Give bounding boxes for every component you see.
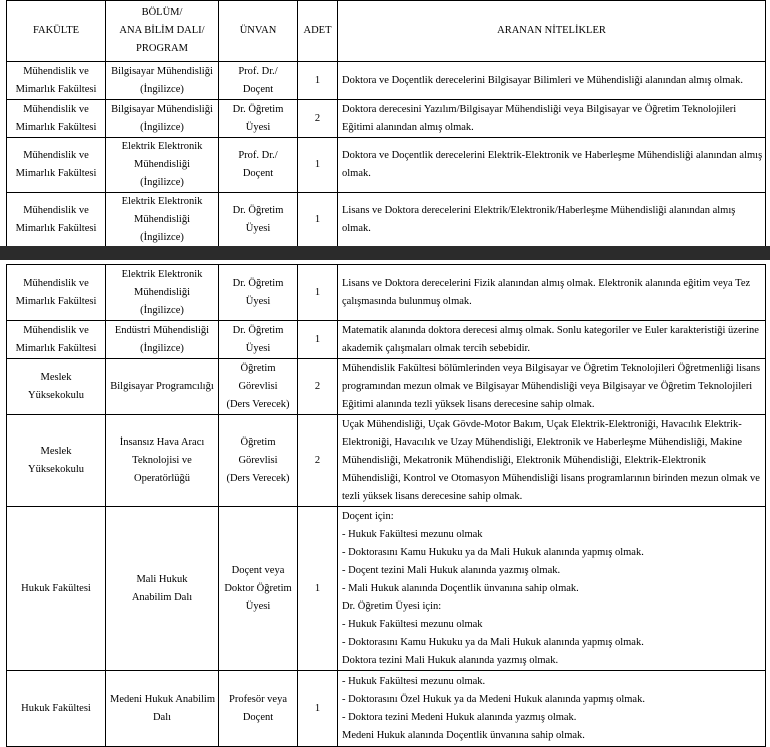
cell-nitelikler: Lisans ve Doktora derecelerini Elektrik/Elektronik/Haberleşme Mühendisliği alanından almış olmak. bbox=[338, 193, 766, 248]
cell-nitelikler: Matematik alanında doktora derecesi almış olmak. Sonlu kategoriler ve Euler karakteristiği üzerine akademik çalışmaları olmak tercih sebebidir. bbox=[338, 321, 766, 359]
cell-adet: 1 bbox=[298, 138, 338, 193]
header-nitelikler: ARANAN NİTELİKLER bbox=[338, 1, 766, 62]
header-fakulte: FAKÜLTE bbox=[7, 1, 106, 62]
cell-unvan: Öğretim Görevlisi (Ders Verecek) bbox=[219, 359, 298, 415]
table-row bbox=[7, 138, 766, 193]
cell-nitelikler: Uçak Mühendisliği, Uçak Gövde-Motor Bakım, Uçak Elektrik-Elektroniği, Havacılık Elektrik- Elektroniği, Havacılık ve Uzay Mühendisliği, Elektronik ve Haberleşme Mühendisliği, Makine Mühendisliği, Mekatronik Mühendisliği, Elektronik Mühendisliği, Elektrik-Elektronik Mühendisliği, Kontrol ve Otomasyon Mühendisliği lisans programlarının birinden mezun olmak ve tezli yüksek lisans derecesine sahip olmak. bbox=[338, 415, 766, 507]
cell-fakulte: Mühendislik ve Mimarlık Fakültesi bbox=[7, 265, 106, 321]
header-adet: ADET bbox=[298, 1, 338, 62]
cell-fakulte: Mühendislik ve Mimarlık Fakültesi bbox=[7, 100, 106, 138]
cell-fakulte: Mühendislik ve Mimarlık Fakültesi bbox=[7, 193, 106, 248]
cell-bolum: İnsansız Hava Aracı Teknolojisi ve Operatörlüğü bbox=[106, 415, 219, 507]
cell-fakulte: Hukuk Fakültesi bbox=[7, 671, 106, 747]
cell-adet: 1 bbox=[298, 671, 338, 747]
cell-fakulte: Hukuk Fakültesi bbox=[7, 507, 106, 671]
cell-bolum: Elektrik Elektronik Mühendisliği (İngilizce) bbox=[106, 193, 219, 248]
cell-bolum: Bilgisayar Programcılığı bbox=[106, 359, 219, 415]
table-row bbox=[7, 193, 766, 248]
cell-bolum: Elektrik Elektronik Mühendisliği (İngilizce) bbox=[106, 265, 219, 321]
header-unvan: ÜNVAN bbox=[219, 1, 298, 62]
cell-nitelikler: - Hukuk Fakültesi mezunu olmak. - Doktorasını Özel Hukuk ya da Medeni Hukuk alanında yapmış olmak. - Doktora tezini Medeni Hukuk alanında yazmış olmak. Medeni Hukuk alanında Doçentlik ünvanına sahip olmak. bbox=[338, 671, 766, 747]
table-row bbox=[7, 507, 766, 671]
cell-fakulte: Meslek Yüksekokulu bbox=[7, 415, 106, 507]
cell-fakulte: Mühendislik ve Mimarlık Fakültesi bbox=[7, 321, 106, 359]
cell-unvan: Dr. Öğretim Üyesi bbox=[219, 265, 298, 321]
table-row bbox=[7, 671, 766, 747]
cell-bolum: Bilgisayar Mühendisliği (İngilizce) bbox=[106, 62, 219, 100]
cell-adet: 2 bbox=[298, 415, 338, 507]
table-row bbox=[7, 62, 766, 100]
header-bolum: BÖLÜM/ ANA BİLİM DALI/ PROGRAM bbox=[106, 1, 219, 62]
cell-nitelikler: Doktora ve Doçentlik derecelerini Bilgisayar Bilimleri ve Mühendisliği alanından almış olmak. bbox=[338, 62, 766, 100]
cell-nitelikler: Lisans ve Doktora derecelerini Fizik alanından almış olmak. Elektronik alanında eğitim veya Tez çalışmasında bulunmuş olmak. bbox=[338, 265, 766, 321]
cell-unvan: Profesör veya Doçent bbox=[219, 671, 298, 747]
table-row bbox=[7, 265, 766, 321]
cell-adet: 1 bbox=[298, 265, 338, 321]
page-divider bbox=[0, 246, 770, 260]
cell-fakulte: Mühendislik ve Mimarlık Fakültesi bbox=[7, 138, 106, 193]
cell-nitelikler: Mühendislik Fakültesi bölümlerinden veya Bilgisayar ve Öğretim Teknolojileri Öğretmenliği lisans programından mezun olmak ve Bilgisayar Mühendisliği veya Bilgisayar ve Öğretim Teknolojileri Eğitimi alanında tezli yüksek lisans derecesine sahip olmak. bbox=[338, 359, 766, 415]
table-row bbox=[7, 321, 766, 359]
cell-bolum: Elektrik Elektronik Mühendisliği (İngilizce) bbox=[106, 138, 219, 193]
positions-table-bottom bbox=[6, 264, 766, 747]
cell-bolum: Bilgisayar Mühendisliği (İngilizce) bbox=[106, 100, 219, 138]
cell-unvan: Dr. Öğretim Üyesi bbox=[219, 100, 298, 138]
cell-adet: 2 bbox=[298, 359, 338, 415]
cell-unvan: Öğretim Görevlisi (Ders Verecek) bbox=[219, 415, 298, 507]
cell-nitelikler: Doktora derecesini Yazılım/Bilgisayar Mühendisliği veya Bilgisayar ve Öğretim Teknolojileri Eğitimi alanından almış olmak. bbox=[338, 100, 766, 138]
table-row bbox=[7, 415, 766, 507]
cell-nitelikler: Doçent için: - Hukuk Fakültesi mezunu olmak - Doktorasını Kamu Hukuku ya da Mali Hukuk alanında yapmış olmak. - Doçent tezini Mali Hukuk alanında yazmış olmak. - Mali Hukuk alanında Doçentlik ünvanına sahip olmak. Dr. Öğretim Üyesi için: - Hukuk Fakültesi mezunu olmak - Doktorasını Kamu Hukuku ya da Mali Hukuk alanında yapmış olmak. Doktora tezini Mali Hukuk alanında yazmış olmak. bbox=[338, 507, 766, 671]
cell-bolum: Mali Hukuk Anabilim Dalı bbox=[106, 507, 219, 671]
positions-table-top bbox=[6, 0, 766, 248]
cell-bolum: Endüstri Mühendisliği (İngilizce) bbox=[106, 321, 219, 359]
cell-unvan: Prof. Dr./ Doçent bbox=[219, 138, 298, 193]
cell-adet: 1 bbox=[298, 321, 338, 359]
cell-adet: 2 bbox=[298, 100, 338, 138]
cell-nitelikler: Doktora ve Doçentlik derecelerini Elektrik-Elektronik ve Haberleşme Mühendisliği alanından almış olmak. bbox=[338, 138, 766, 193]
cell-adet: 1 bbox=[298, 62, 338, 100]
cell-unvan: Doçent veya Doktor Öğretim Üyesi bbox=[219, 507, 298, 671]
cell-unvan: Dr. Öğretim Üyesi bbox=[219, 321, 298, 359]
cell-adet: 1 bbox=[298, 193, 338, 248]
table-row bbox=[7, 100, 766, 138]
cell-bolum: Medeni Hukuk Anabilim Dalı bbox=[106, 671, 219, 747]
cell-unvan: Dr. Öğretim Üyesi bbox=[219, 193, 298, 248]
cell-unvan: Prof. Dr./ Doçent bbox=[219, 62, 298, 100]
cell-fakulte: Meslek Yüksekokulu bbox=[7, 359, 106, 415]
cell-fakulte: Mühendislik ve Mimarlık Fakültesi bbox=[7, 62, 106, 100]
table-row bbox=[7, 359, 766, 415]
table-header-row bbox=[7, 1, 766, 62]
cell-adet: 1 bbox=[298, 507, 338, 671]
